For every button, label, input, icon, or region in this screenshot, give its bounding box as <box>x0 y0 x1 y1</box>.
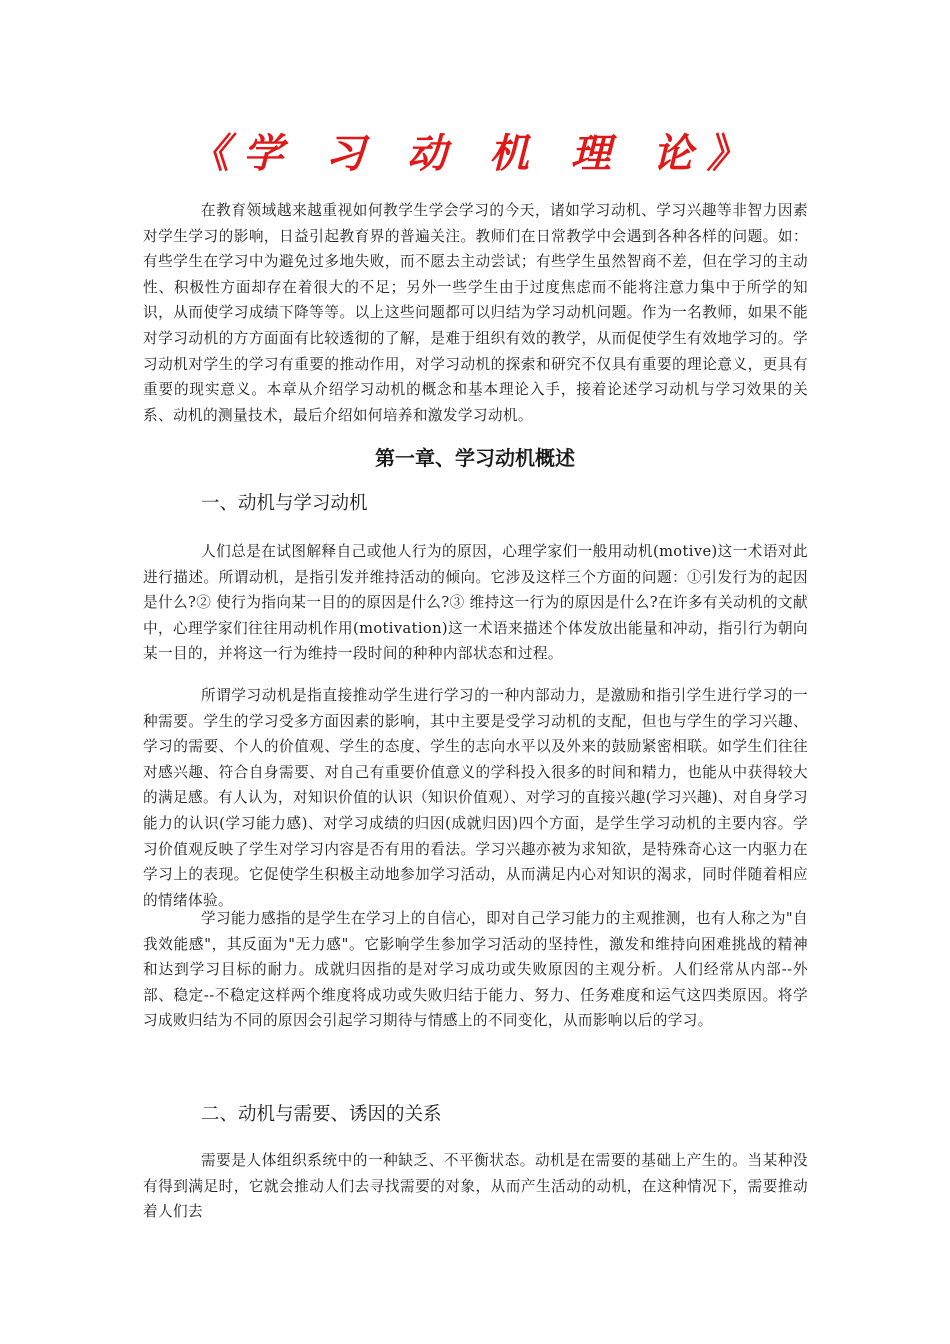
intro-paragraph: 在教育领域越来越重视如何教学生学会学习的今天，诸如学习动机、学习兴趣等非智力因素对学生学习的影响，日益引起教育界的普遍关注。教师们在日常教学中会遇到各种各样的问题。如：有些学生在学习中为避免过多地失败，而不愿去主动尝试；有些学生虽然智商不差，但在学习的主动性、积极性方面却存在着很大的不足；另外一些学生由于过度焦虑而不能将注意力集中于所学的知识，从而使学习成绩下降等等。以上这些问题都可以归结为学习动机问题。作为一名教师，如果不能对学习动机的方方面面有比较透彻的了解，是难于组织有效的教学，从而促使学生有效地学习的。学习动机对学生的学习有重要的推动作用，对学习动机的探索和研究不仅具有重要的理论意义，更具有重要的现实意义。本章从介绍学习动机的概念和基本理论入手，接着论述学习动机与学习效果的关系、动机的测量技术，最后介绍如何培养和激发学习动机。 <box>143 202 808 424</box>
paragraph-ability-attribution: 学习能力感指的是学生在学习上的自信心，即对自己学习能力的主观推测，也有人称之为"自我效能感"，其反面为"无力感"。它影响学生参加学习活动的坚持性，激发和维持向困难挑战的精神和达到学习目标的耐力。成就归因指的是对学习成功或失败原因的主观分析。人们经常从内部--外部、稳定--不稳定这样两个维度将成功或失败归结于能力、努力、任务难度和运气这四类原因。将学习成败归结为不同的原因会引起学习期待与情感上的不同变化，从而影响以后的学习。 <box>143 910 808 1030</box>
section-heading-need-incentive: 二、动机与需要、诱因的关系 <box>201 1104 442 1125</box>
paragraph-learning-motive: 所谓学习动机是指直接推动学生进行学习的一种内部动力，是激励和指引学生进行学习的一种需要。学生的学习受多方面因素的影响，其中主要是受学习动机的支配，但也与学生的学习兴趣、学习的需要、个人的价值观、学生的态度、学生的志向水平以及外来的鼓励紧密相联。如学生们往往对感兴趣、符合自身需要、对自己有重要价值意义的学科投入很多的时间和精力，也能从中获得较大的满足感。有人认为，对知识价值的认识（知识价值观）、对学习的直接兴趣(学习兴趣)、对自身学习能力的认识(学习能力感)、对学习成绩的归因(成就归因)四个方面，是学生学习动机的主要内容。学习价值观反映了学生对学习内容是否有用的看法。学习兴趣亦被为求知欲，是特殊奇心这一内驱力在学习上的表现。它促使学生积极主动地参加学习活动，从而满足内心对知识的渴求，同时伴随着相应的情绪体验。 <box>143 687 808 909</box>
section-heading-motive: 一、动机与学习动机 <box>201 493 368 514</box>
paragraph-motive-definition: 人们总是在试图解释自己或他人行为的原因，心理学家们一般用动机(motive)这一术语对此进行描述。所谓动机，是指引发并维持活动的倾向。它涉及这样三个方面的问题：①引发行为的起因是什么?② 使行为指向某一目的的原因是什么?③ 维持这一行为的原因是什么?在许多有关动机的文献中，心理学家们往往用动机作用(motivation)这一术语来描述个体发放出能量和冲动，指引行为朝向某一目的，并将这一行为维持一段时间的种种内部状态和过程。 <box>143 543 808 663</box>
document-title: 《学 习 动 机 理 论》 <box>189 130 761 177</box>
paragraph-need-definition: 需要是人体组织系统中的一种缺乏、不平衡状态。动机是在需要的基础上产生的。当某种没有得到满足时，它就会推动人们去寻找需要的对象，从而产生活动的动机，在这种情况下，需要推动着人们去 <box>143 1152 808 1221</box>
chapter-heading: 第一章、学习动机概述 <box>375 446 575 470</box>
